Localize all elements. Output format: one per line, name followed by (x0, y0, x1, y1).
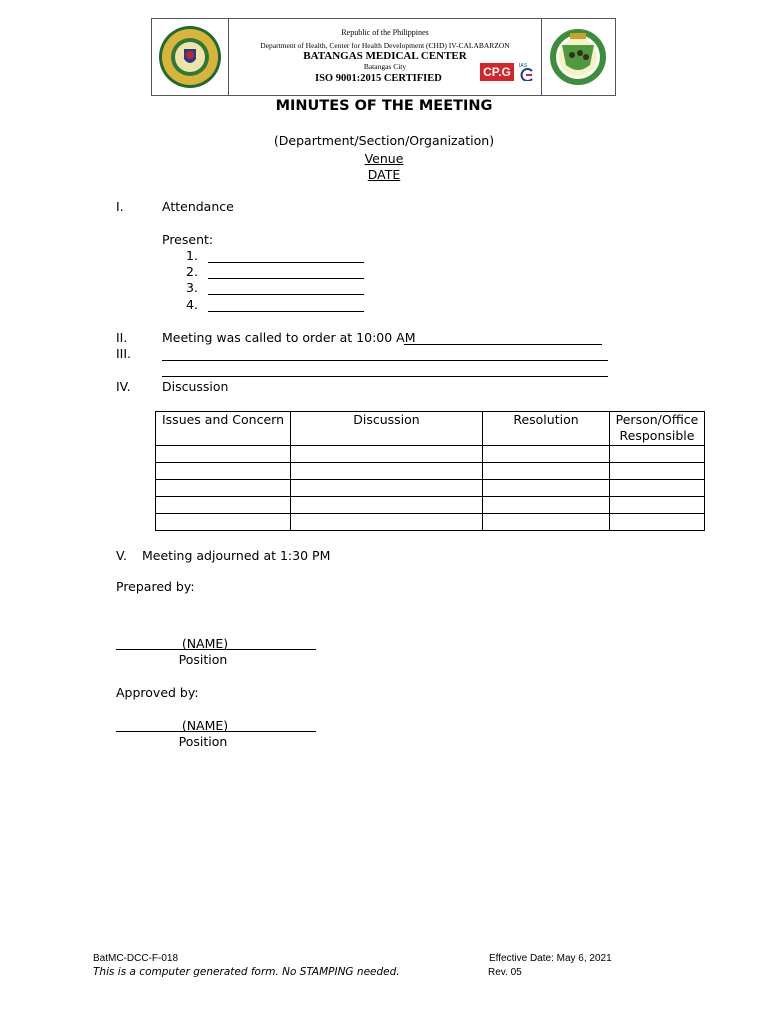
prepared-by-label: Prepared by: (116, 579, 195, 594)
table-cell[interactable] (291, 463, 483, 480)
approved-signature-line (116, 731, 316, 732)
form-code: BatMC-DCC-F-018 (93, 953, 179, 964)
computer-generated-note: This is a computer generated form. No STAMPING needed. (93, 966, 400, 978)
effective-date: Effective Date: May 6, 2021 (489, 953, 612, 964)
present-label: Present: (162, 232, 214, 247)
column-header-resolution: Resolution (483, 412, 610, 446)
section-3-line (162, 360, 608, 361)
table-cell[interactable] (291, 446, 483, 463)
present-item-line (208, 311, 364, 312)
department-subtitle: (Department/Section/Organization) (273, 133, 495, 148)
present-item-number: 3. (186, 280, 198, 295)
section-number-1: I. (116, 199, 124, 214)
present-item-line (208, 262, 364, 263)
section-attendance-label: Attendance (162, 199, 234, 214)
table-cell[interactable] (483, 480, 610, 497)
doh-seal-cell (152, 19, 229, 95)
header-org-name: BATANGAS MEDICAL CENTER (303, 50, 467, 62)
table-row (156, 463, 705, 480)
approved-name: (NAME) (181, 718, 229, 733)
table-row (156, 497, 705, 514)
table-cell[interactable] (291, 497, 483, 514)
header-department: Department of Health, Center for Health Development (CHD) IV-CALABARZON (260, 41, 510, 50)
table-cell[interactable] (610, 480, 705, 497)
section-number-2: II. (116, 330, 128, 345)
date-field: DATE (367, 167, 401, 182)
prepared-name: (NAME) (181, 636, 229, 651)
section-discussion-label: Discussion (162, 379, 229, 394)
table-cell[interactable] (156, 446, 291, 463)
certification-mark-icon (518, 61, 536, 81)
table-cell[interactable] (483, 463, 610, 480)
table-cell[interactable] (291, 514, 483, 531)
table-row (156, 480, 705, 497)
table-header-row (156, 412, 705, 446)
called-to-order-text: Meeting was called to order at 10:00 AM (162, 330, 416, 345)
table-cell[interactable] (156, 514, 291, 531)
table-cell[interactable] (156, 480, 291, 497)
called-to-order-line (404, 344, 602, 345)
present-item-number: 4. (186, 297, 198, 312)
batmc-seal-icon (542, 19, 615, 95)
column-header-discussion: Discussion (291, 412, 483, 446)
table-cell[interactable] (156, 463, 291, 480)
discussion-table (155, 411, 705, 531)
letterhead (151, 18, 616, 96)
prepared-signature-line (116, 649, 316, 650)
header-iso-certified: ISO 9001:2015 CERTIFIED (315, 73, 442, 84)
present-item-number: 2. (186, 264, 198, 279)
section-number-5: V. (116, 548, 127, 563)
section-number-4: IV. (116, 379, 131, 394)
approved-by-label: Approved by: (116, 685, 199, 700)
table-row (156, 446, 705, 463)
adjourned-text: Meeting adjourned at 1:30 PM (142, 548, 331, 563)
column-header-issues: Issues and Concern (156, 412, 291, 446)
header-republic: Republic of the Philippines (341, 28, 429, 37)
svg-text:IAS: IAS (519, 63, 528, 69)
doh-seal-icon (152, 19, 228, 95)
revision: Rev. 05 (488, 967, 522, 978)
section-number-3: III. (116, 346, 132, 361)
header-city: Batangas City (363, 62, 407, 71)
page-title: MINUTES OF THE MEETING (275, 98, 493, 114)
table-cell[interactable] (291, 480, 483, 497)
table-cell[interactable] (610, 514, 705, 531)
section-3-line (162, 376, 608, 377)
batmc-seal-cell (541, 19, 615, 95)
prepared-position: Position (178, 652, 228, 667)
table-cell[interactable] (483, 514, 610, 531)
approved-position: Position (178, 734, 228, 749)
cpg-logo-icon: CP.G (480, 63, 514, 81)
table-cell[interactable] (610, 446, 705, 463)
column-header-person-responsible: Person/Office Responsible (610, 412, 705, 446)
venue-field: Venue (364, 151, 404, 166)
table-cell[interactable] (483, 497, 610, 514)
table-cell[interactable] (610, 463, 705, 480)
present-item-line (208, 294, 364, 295)
table-cell[interactable] (610, 497, 705, 514)
table-cell[interactable] (483, 446, 610, 463)
present-item-line (208, 278, 364, 279)
present-item-number: 1. (186, 248, 198, 263)
table-cell[interactable] (156, 497, 291, 514)
table-row (156, 514, 705, 531)
